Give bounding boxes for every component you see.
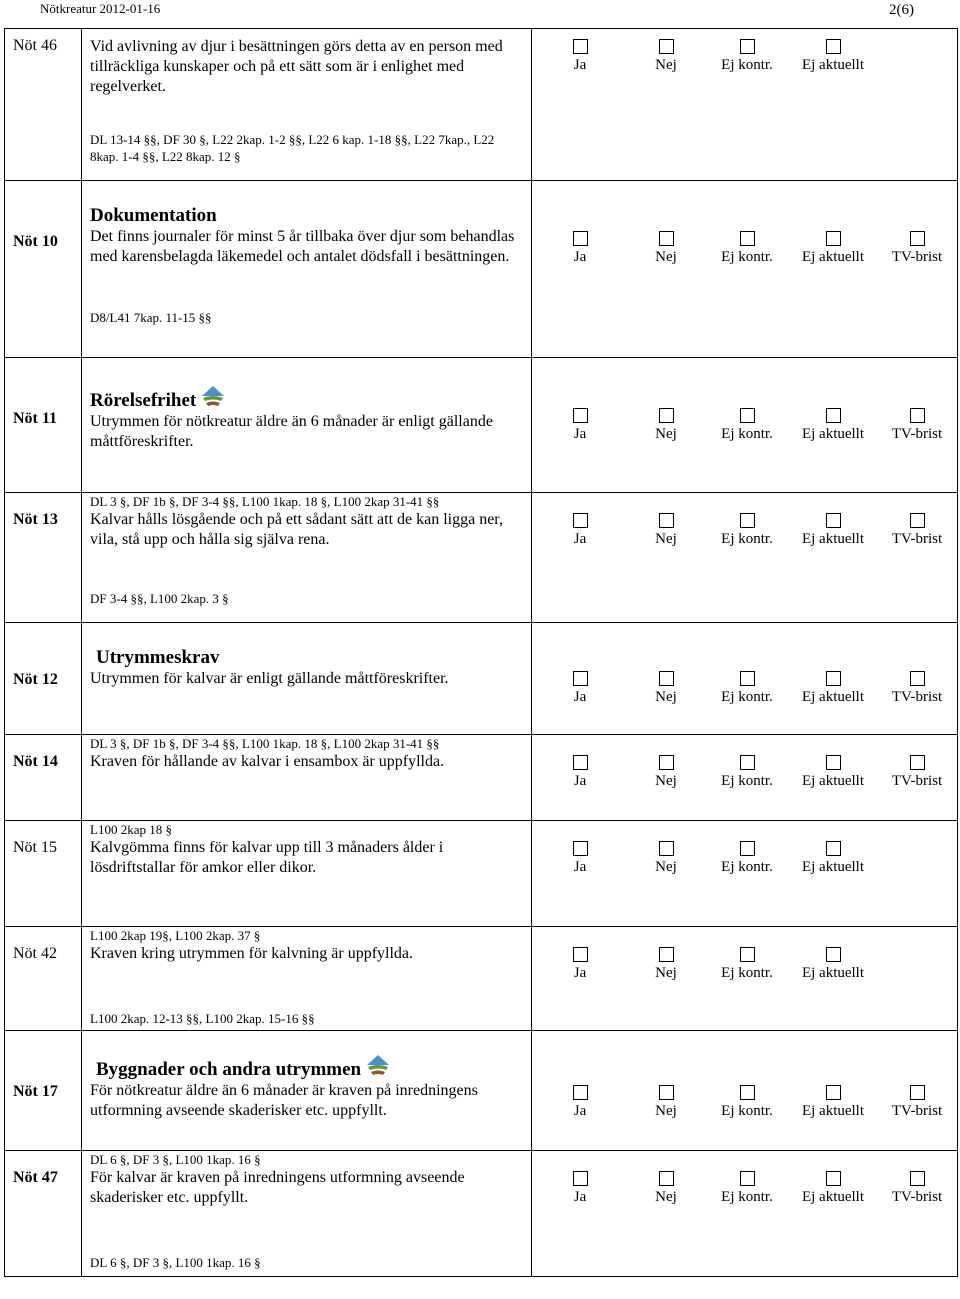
checkbox[interactable] <box>910 513 925 528</box>
option-ja[interactable]: Ja <box>535 1085 625 1120</box>
checkbox[interactable] <box>659 1171 674 1186</box>
answer-options <box>532 927 958 1031</box>
option-ja[interactable]: Ja <box>535 408 625 443</box>
table-row <box>5 493 958 623</box>
option-ej-kontr[interactable]: Ej kontr. <box>702 513 792 548</box>
item-code: Nöt 46 <box>5 29 82 181</box>
answer-options <box>532 1151 958 1277</box>
item-code: Nöt 17 <box>5 1031 82 1151</box>
option-ja[interactable]: Ja <box>535 841 625 876</box>
checkbox[interactable] <box>910 671 925 686</box>
checkbox[interactable] <box>573 231 588 246</box>
checkbox[interactable] <box>659 39 674 54</box>
checkbox[interactable] <box>573 755 588 770</box>
answer-options <box>532 821 958 927</box>
option-ej-aktuellt[interactable]: Ej aktuellt <box>788 1171 878 1206</box>
option-nej[interactable]: Nej <box>621 408 711 443</box>
regulation-reference: DL 6 §, DF 3 §, L100 1kap. 16 § <box>90 1255 261 1270</box>
checkbox[interactable] <box>826 1171 841 1186</box>
checkbox[interactable] <box>740 513 755 528</box>
option-ej-aktuellt[interactable]: Ej aktuellt <box>788 513 878 548</box>
option-tv-brist[interactable]: TV-brist <box>872 231 960 266</box>
option-ja[interactable]: Ja <box>535 513 625 548</box>
item-code: Nöt 12 <box>5 623 82 735</box>
table-row <box>5 735 958 821</box>
regulation-reference: DL 3 §, DF 1b §, DF 3-4 §§, L100 1kap. 18 §, L100 2kap 31-41 §§ <box>90 494 440 509</box>
option-ej-aktuellt[interactable]: Ej aktuellt <box>788 671 878 706</box>
option-ej-kontr[interactable]: Ej kontr. <box>702 841 792 876</box>
item-code: Nöt 13 <box>5 493 82 623</box>
checkbox[interactable] <box>910 408 925 423</box>
option-ja[interactable]: Ja <box>535 231 625 266</box>
checkbox[interactable] <box>573 408 588 423</box>
option-tv-brist[interactable]: TV-brist <box>872 671 960 706</box>
checkbox[interactable] <box>740 231 755 246</box>
checkbox[interactable] <box>659 513 674 528</box>
section-heading: Rörelsefrihet <box>90 390 197 411</box>
regulation-reference: D8/L41 7kap. 11-15 §§ <box>90 310 212 325</box>
checkbox[interactable] <box>826 1085 841 1100</box>
option-nej[interactable]: Nej <box>621 947 711 982</box>
option-ja[interactable]: Ja <box>535 947 625 982</box>
checkbox[interactable] <box>740 841 755 856</box>
option-ej-kontr[interactable]: Ej kontr. <box>702 947 792 982</box>
page-number: 2(6) <box>889 2 914 18</box>
table-row <box>5 1031 958 1151</box>
answer-options <box>532 181 958 358</box>
checkbox[interactable] <box>659 408 674 423</box>
option-ej-aktuellt[interactable]: Ej aktuellt <box>788 755 878 790</box>
table-row <box>5 29 958 181</box>
option-ja[interactable]: Ja <box>535 671 625 706</box>
question-text: Vid avlivning av djur i besättningen görs detta av en person med tillräckliga kunskaper och på ett sätt som är i enlighet med regelverket. <box>90 38 503 95</box>
header-title: Nötkreatur 2012-01-16 <box>40 1 161 16</box>
option-nej[interactable]: Nej <box>621 841 711 876</box>
checkbox[interactable] <box>659 231 674 246</box>
checkbox[interactable] <box>826 513 841 528</box>
checkbox[interactable] <box>573 1171 588 1186</box>
question-text: Utrymmen för kalvar är enligt gällande måttföreskrifter. <box>90 670 449 687</box>
question-text: Utrymmen för nötkreatur äldre än 6 månader är enligt gällande måttföreskrifter. <box>90 413 493 450</box>
option-ej-kontr[interactable]: Ej kontr. <box>702 231 792 266</box>
option-tv-brist[interactable]: TV-brist <box>872 755 960 790</box>
table-row <box>5 358 958 493</box>
option-ej-kontr[interactable]: Ej kontr. <box>702 1171 792 1206</box>
option-nej[interactable]: Nej <box>621 1085 711 1120</box>
checkbox[interactable] <box>573 947 588 962</box>
item-code: Nöt 10 <box>5 181 82 358</box>
checkbox[interactable] <box>573 39 588 54</box>
item-code: Nöt 11 <box>5 358 82 493</box>
regulation-reference: L100 2kap 18 § <box>90 822 172 837</box>
checkbox[interactable] <box>659 841 674 856</box>
option-ja[interactable]: Ja <box>535 1171 625 1206</box>
item-code: Nöt 42 <box>5 927 82 1031</box>
checkbox[interactable] <box>826 408 841 423</box>
checkbox[interactable] <box>573 1085 588 1100</box>
checkbox[interactable] <box>740 947 755 962</box>
checkbox[interactable] <box>740 1085 755 1100</box>
option-ej-kontr[interactable]: Ej kontr. <box>702 671 792 706</box>
option-nej[interactable]: Nej <box>621 513 711 548</box>
question-text: Kalvar hålls lösgående och på ett sådant sätt att de kan ligga ner, vila, stå upp och hålla sig själva rena. <box>90 511 503 548</box>
answer-options <box>532 358 958 493</box>
option-ej-aktuellt[interactable]: Ej aktuellt <box>788 1085 878 1120</box>
checkbox[interactable] <box>659 671 674 686</box>
option-ej-kontr[interactable]: Ej kontr. <box>702 39 792 74</box>
checkbox[interactable] <box>659 1085 674 1100</box>
option-ej-aktuellt[interactable]: Ej aktuellt <box>788 408 878 443</box>
checkbox[interactable] <box>910 1085 925 1100</box>
question-text: För nötkreatur äldre än 6 månader är kraven på inredningens utformning avseende skaderisker etc. uppfyllt. <box>90 1082 478 1119</box>
regulation-reference: DL 3 §, DF 1b §, DF 3-4 §§, L100 1kap. 18 §, L100 2kap 31-41 §§ <box>90 736 440 751</box>
option-tv-brist[interactable]: TV-brist <box>872 513 960 548</box>
option-ja[interactable]: Ja <box>535 39 625 74</box>
regulation-reference: DL 13-14 §§, DF 30 §, L22 2kap. 1-2 §§, L22 6 kap. 1-18 §§, L22 7kap., L22 8kap. 1-4 §§, L22 8kap. 12 § <box>90 132 495 164</box>
option-ej-aktuellt[interactable]: Ej aktuellt <box>788 39 878 74</box>
regulation-reference: DF 3-4 §§, L100 2kap. 3 § <box>90 591 229 606</box>
option-tv-brist[interactable]: TV-brist <box>872 408 960 443</box>
checkbox[interactable] <box>659 947 674 962</box>
question-text: Det finns journaler för minst 5 år tillbaka över djur som behandlas med karensbelagda läkemedel och antalet dödsfall i besättningen. <box>90 228 515 265</box>
answer-options <box>532 493 958 623</box>
checkbox[interactable] <box>826 231 841 246</box>
option-ej-kontr[interactable]: Ej kontr. <box>702 1085 792 1120</box>
checkbox[interactable] <box>573 841 588 856</box>
item-code: Nöt 14 <box>5 735 82 821</box>
checkbox[interactable] <box>910 1171 925 1186</box>
checkbox[interactable] <box>740 1171 755 1186</box>
checkbox[interactable] <box>740 755 755 770</box>
logo-icon <box>200 384 226 408</box>
table-row <box>5 821 958 927</box>
checkbox[interactable] <box>910 755 925 770</box>
option-ej-kontr[interactable]: Ej kontr. <box>702 408 792 443</box>
option-tv-brist[interactable]: TV-brist <box>872 1171 960 1206</box>
table-row <box>5 1151 958 1277</box>
question-text: Kraven kring utrymmen för kalvning är uppfyllda. <box>90 945 414 962</box>
item-code: Nöt 47 <box>5 1151 82 1277</box>
logo-icon <box>365 1053 391 1077</box>
checkbox[interactable] <box>826 39 841 54</box>
checklist-table <box>4 28 958 1277</box>
section-heading: Dokumentation <box>90 205 217 226</box>
checkbox[interactable] <box>910 231 925 246</box>
option-ej-kontr[interactable]: Ej kontr. <box>702 755 792 790</box>
regulation-reference: L100 2kap 19§, L100 2kap. 37 § <box>90 928 261 943</box>
item-code: Nöt 15 <box>5 821 82 927</box>
option-nej[interactable]: Nej <box>621 755 711 790</box>
question-text: Kraven för hållande av kalvar i ensambox är uppfyllda. <box>90 753 445 770</box>
checkbox[interactable] <box>573 671 588 686</box>
regulation-reference: L100 2kap. 12-13 §§, L100 2kap. 15-16 §§ <box>90 1011 315 1026</box>
question-text: Kalvgömma finns för kalvar upp till 3 månaders ålder i lösdriftstallar för amkor eller dikor. <box>90 839 444 876</box>
checkbox[interactable] <box>740 408 755 423</box>
checkbox[interactable] <box>826 755 841 770</box>
checkbox[interactable] <box>826 947 841 962</box>
checkbox[interactable] <box>826 841 841 856</box>
option-ej-aktuellt[interactable]: Ej aktuellt <box>788 231 878 266</box>
question-text: För kalvar är kraven på inredningens utformning avseende skaderisker etc. uppfyllt. <box>90 1169 465 1206</box>
section-heading: Byggnader och andra utrymmen <box>96 1059 362 1080</box>
option-ja[interactable]: Ja <box>535 755 625 790</box>
answer-options <box>532 735 958 821</box>
table-row <box>5 927 958 1031</box>
checkbox[interactable] <box>740 39 755 54</box>
regulation-reference: DL 6 §, DF 3 §, L100 1kap. 16 § <box>90 1152 261 1167</box>
table-row <box>5 623 958 735</box>
option-nej[interactable]: Nej <box>621 39 711 74</box>
option-nej[interactable]: Nej <box>621 1171 711 1206</box>
answer-options <box>532 623 958 735</box>
checkbox[interactable] <box>826 671 841 686</box>
option-ej-aktuellt[interactable]: Ej aktuellt <box>788 947 878 982</box>
section-heading: Utrymmeskrav <box>96 647 220 668</box>
option-nej[interactable]: Nej <box>621 671 711 706</box>
option-tv-brist[interactable]: TV-brist <box>872 1085 960 1120</box>
checkbox[interactable] <box>659 755 674 770</box>
answer-options <box>532 1031 958 1151</box>
answer-options <box>532 29 958 181</box>
table-row <box>5 181 958 358</box>
option-ej-aktuellt[interactable]: Ej aktuellt <box>788 841 878 876</box>
checkbox[interactable] <box>573 513 588 528</box>
option-nej[interactable]: Nej <box>621 231 711 266</box>
checkbox[interactable] <box>740 671 755 686</box>
